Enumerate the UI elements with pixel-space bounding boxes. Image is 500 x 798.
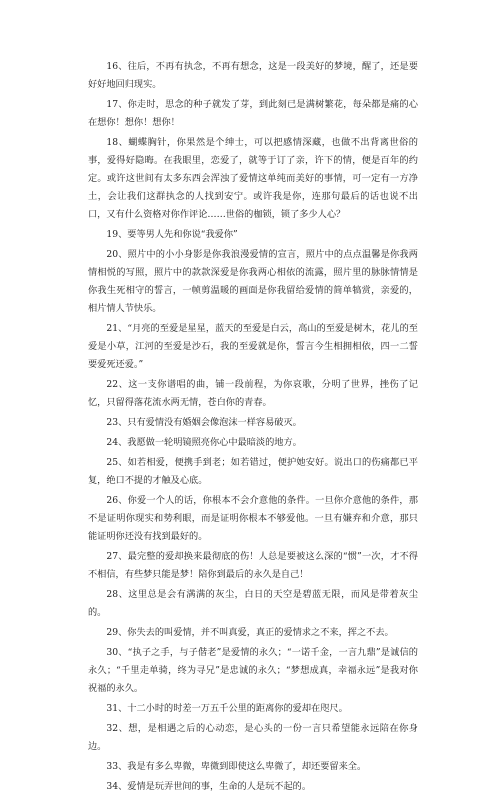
paragraph-21: 21、“月亮的至爱是星星，蓝天的至爱是白云，高山的至爱是树木，花儿的至爱是小草，江河的至爱是沙石，我的至爱就是你，誓言今生相拥相依，四一二誓要爱死还爱。”: [88, 323, 418, 370]
paragraph-16: 16、往后，不再有执念，不再有想念，这是一段美好的梦境，醒了，还是要好好地回归现实。: [88, 61, 418, 90]
article-body: [88, 58, 418, 798]
paragraph-17: 17、你走时，思念的种子就发了芽，到此刻已是满树繁花，每朵都是痛的心在想你！想你！想你！: [88, 99, 418, 128]
paragraph-28: 28、这里总是会有满满的灰尘，白日的天空是碧蓝无限，而风是带着灰尘的。: [88, 589, 418, 618]
paragraph-33: 33、我是有多么卑微，卑微到即使这么卑微了，却还要留来全。: [106, 761, 367, 772]
paragraph-19: 19、要等男人先和你说“我爱你”: [106, 229, 238, 240]
paragraph-27: 27、最完整的爱却换来最彻底的伤！人总是要被这么深的“惯”一次，才不得不相信，有些梦只能是梦！陪你到最后的永久是自己！: [88, 551, 418, 580]
paragraph-26: 26、你爱一个人的话，你根本不会介意他的条件。一旦你介意他的条件，那不是证明你现实和势利眼，而是证明你根本不够爱他。一旦有嫌弃和介意，那只能证明你还没有找到最好的。: [88, 495, 418, 542]
paragraph-25: 25、如若相爱，便携手到老；如若错过，便护她安好。说出口的伤痛都已平复，绝口不提的才触及心底。: [88, 457, 418, 486]
paragraph-29: 29、你失去的叫爱情，并不叫真爱，真正的爱情求之不来，挥之不去。: [106, 627, 394, 638]
paragraph-23: 23、只有爱情没有婚姻会像泡沫一样容易破灭。: [106, 417, 302, 428]
paragraph-30: 30、“执子之手，与子偕老”是爱情的永久；“一诺千金，一言九鼎”是诚信的永久；“千里走单骑，终为寻兄”是忠诚的永久；“梦想成真，幸福永远”是我对你祝福的永久。: [88, 647, 418, 694]
paragraph-31: 31、十二小时的时差一万五千公里的距离你的爱却在咫尺。: [106, 703, 348, 714]
paragraph-32: 32、想，是相遇之后的心动恋，是心头的一份一言只希望能永远陪在你身边。: [88, 723, 418, 752]
paragraph-22: 22、这一支你谱唱的曲，铺一段前程，为你哀歌，分明了世界，挫伤了记忆，只留得落花流水两无情，苍白你的青春。: [88, 379, 418, 408]
paragraph-34: 34、爱情是玩弄世间的事，生命的人是玩不起的。: [106, 781, 312, 792]
paragraph-20: 20、照片中的小小身影是你我浪漫爱情的宣言，照片中的点点温馨是你我两情相悦的写照，照片中的款款深爱是你我两心相依的流露，照片里的脉脉情情是你我生死相守的誓言，一帧剪温暖的画面是你我留给爱情的简单犒赏，亲爱的，相片情人节快乐。: [88, 249, 418, 314]
paragraph-18: 18、蝴蝶胸针，你果然是个绅士，可以把感情深藏，也做不出背离世俗的事，爱得好隐晦。在我眼里，恋爱了，就等于订了亲，许下的情，便是百年的约定。或许这世间有太多东西会浑浊了爱情这单纯而美好的事情，可一定有一方净土，会让我们这群执念的人找到安宁。或许我是你，连那句最后的话也说不出口，又有什么资格对你作评论……世俗的枷锁，锁了多少人心？: [88, 137, 418, 220]
paragraph-24: 24、我愿做一轮明镜照亮你心中最暗淡的地方。: [106, 437, 302, 448]
